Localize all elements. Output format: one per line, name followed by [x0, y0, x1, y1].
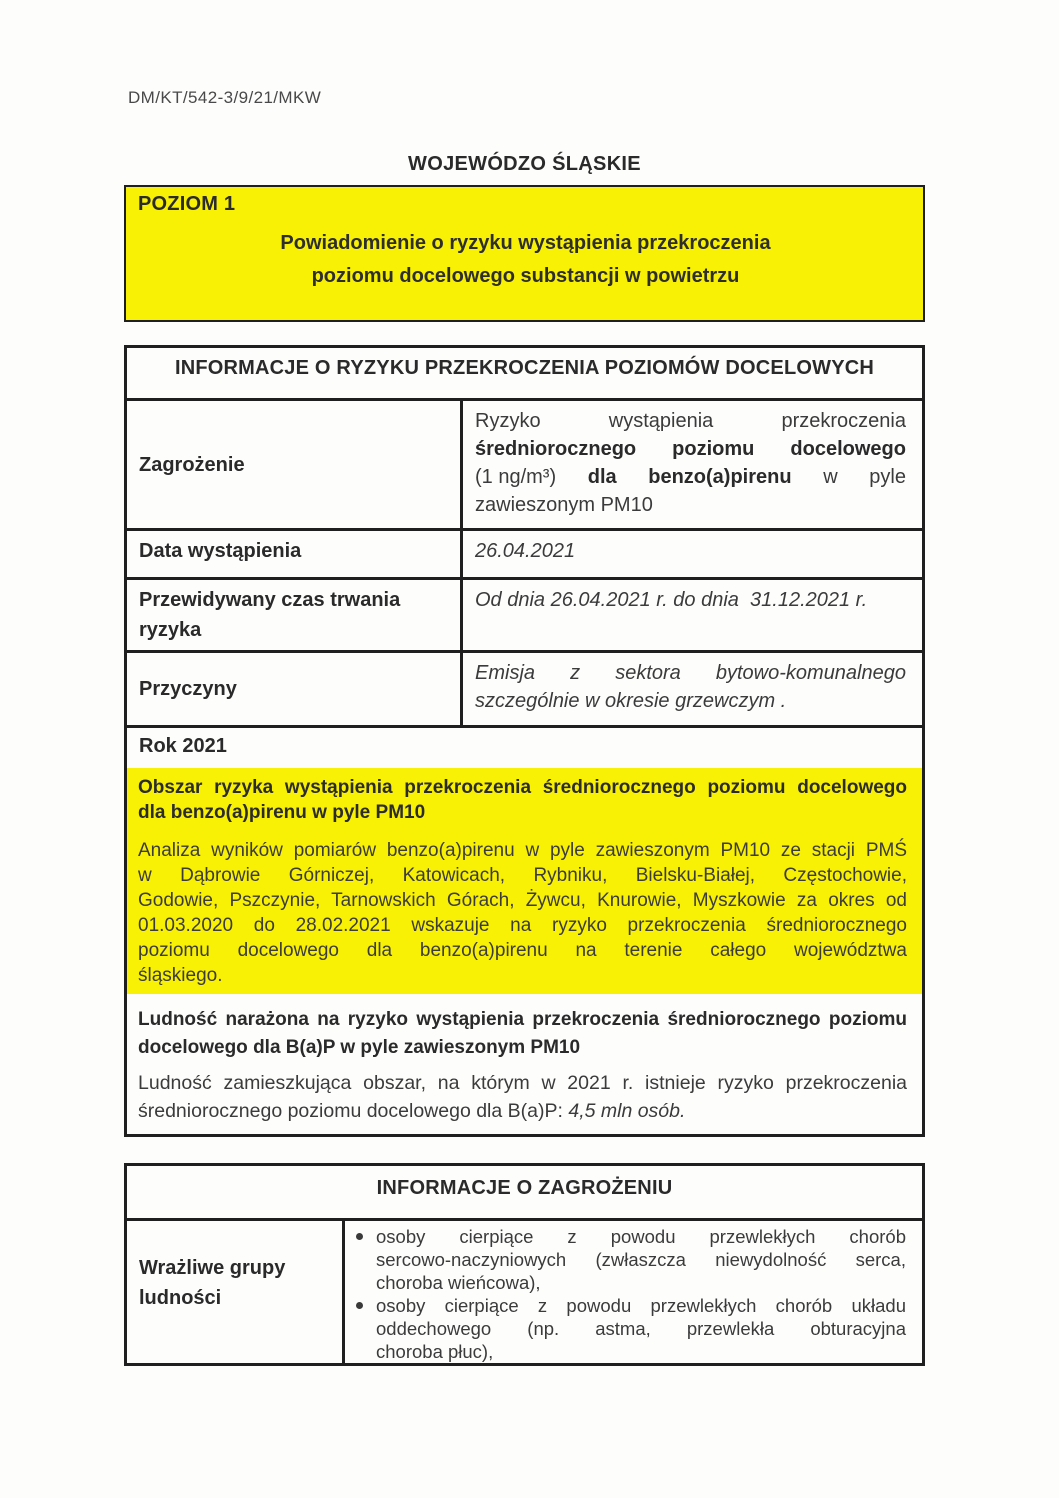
table-row-sensitive-groups	[127, 1221, 922, 1363]
table-row-threat	[127, 401, 922, 531]
bullet1-line2: sercowo-naczyniowych (zwłaszcza niewydolność serca,	[376, 1249, 906, 1270]
row-label-threat	[127, 401, 463, 528]
bullet2-line2: oddechowego (np. astma, przewlekła obturacyjna	[376, 1318, 906, 1339]
threat-line3-pyle: pyle	[869, 466, 906, 488]
area-risk-section-highlighted	[127, 768, 922, 994]
population-para-line1: Ludność zamieszkująca obszar, na którym w 2021 r. istnieje ryzyko przekroczenia	[138, 1072, 907, 1094]
area-para-line6: śląskiego.	[138, 965, 223, 986]
list-item	[354, 1225, 906, 1294]
sensitive-groups-list	[345, 1221, 922, 1363]
population-para-line2-regular: średniorocznego poziomu docelowego dla B(a)P:	[138, 1100, 563, 1122]
population-count: 4,5 mln osób.	[568, 1100, 686, 1122]
level-label: POZIOM 1	[138, 193, 236, 215]
row-label-date: Data wystąpienia	[127, 531, 463, 577]
reference-number: DM/KT/542-3/9/21/MKW	[128, 88, 322, 107]
risk-info-table	[124, 345, 925, 1137]
area-risk-paragraph	[138, 838, 907, 988]
population-heading	[138, 1006, 907, 1062]
threat-line3	[475, 463, 906, 491]
causes-line1: Emisja z sektora bytowo-komunalnego	[475, 662, 906, 684]
hazard-table-header: INFORMACJE O ZAGROŻENIU	[127, 1166, 922, 1221]
population-para-line2	[138, 1097, 907, 1125]
threat-line2: średniorocznego poziomu docelowego	[475, 438, 906, 460]
level-banner	[124, 185, 925, 322]
area-para-line3: Godowie, Pszczynie, Tarnowskich Górach, Żywcu, Knurowie, Myszkowie za okres od	[138, 890, 907, 911]
bullet-icon	[356, 1302, 363, 1309]
bullet1-line3: choroba wieńcowa),	[376, 1272, 541, 1293]
row-label-duration: Przewidywany czas trwania ryzyka	[127, 580, 463, 650]
area-risk-heading	[138, 775, 907, 825]
population-heading-line1: Ludność narażona na ryzyko wystąpienia przekroczenia średniorocznego poziomu	[138, 1009, 907, 1030]
threat-line3-dla: dla	[587, 466, 617, 488]
year-row: Rok 2021	[139, 735, 227, 757]
hazard-info-table	[124, 1163, 925, 1366]
threat-line3-substance: benzo(a)pirenu	[648, 466, 792, 488]
area-heading-line1: Obszar ryzyka wystąpienia przekroczenia średniorocznego poziomu docelowego	[138, 777, 907, 798]
threat-line4: zawieszonym PM10	[475, 494, 653, 516]
population-section	[127, 994, 922, 1134]
threat-line3-w: w	[823, 466, 838, 488]
bullet2-line1: osoby cierpiące z powodu przewlekłych chorób układu	[376, 1295, 906, 1316]
region-title: WOJEWÓDZO ŚLĄSKIE	[408, 153, 641, 175]
sensitive-groups-label: Wrażliwe grupy ludności	[127, 1221, 345, 1363]
table-row-causes	[127, 653, 922, 728]
bullet-icon	[356, 1233, 363, 1240]
row-value-threat	[463, 401, 922, 528]
area-para-line4: 01.03.2020 do 28.02.2021 wskazuje na ryzyko przekroczenia średniorocznego	[138, 915, 907, 936]
area-para-line1: Analiza wyników pomiarów benzo(a)pirenu w pyle zawieszonym PM10 ze stacji PMŚ	[138, 840, 907, 861]
area-para-line5: poziomu docelowego dla benzo(a)pirenu na terenie całego województwa	[138, 940, 907, 961]
threat-line1: Ryzyko wystąpienia przekroczenia	[475, 410, 906, 432]
area-heading-line2: dla benzo(a)pirenu w pyle PM10	[138, 802, 426, 823]
bullet-text	[376, 1225, 906, 1294]
causes-line2: szczególnie w okresie grzewczym .	[475, 690, 787, 712]
table-row-duration	[127, 580, 922, 653]
row-value-date: 26.04.2021	[475, 540, 576, 562]
row-label-text: Przyczyny	[139, 678, 237, 700]
row-value-duration: Od dnia 26.04.2021 r. do dnia 31.12.2021 r.	[475, 589, 868, 611]
population-paragraph	[138, 1069, 907, 1125]
population-heading-line2: docelowego dla B(a)P w pyle zawieszonym PM10	[138, 1037, 581, 1058]
row-value-causes	[463, 653, 922, 725]
row-label-text: Zagrożenie	[139, 453, 245, 476]
risk-table-header: INFORMACJE O RYZYKU PRZEKROCZENIA POZIOMÓW DOCELOWYCH	[127, 348, 922, 401]
row-label-causes	[127, 653, 463, 725]
table-row-date	[127, 531, 922, 580]
bullet1-line1: osoby cierpiące z powodu przewlekłych chorób	[376, 1226, 906, 1247]
threat-line3-unit: (1 ng/m³)	[475, 466, 557, 488]
banner-title-line2: poziomu docelowego substancji w powietrzu	[311, 265, 740, 287]
area-para-line2: w Dąbrowie Górniczej, Katowicach, Rybniku, Bielsku-Białej, Częstochowie,	[138, 865, 907, 886]
bullet-text	[376, 1294, 906, 1363]
banner-title-line1: Powiadomienie o ryzyku wystąpienia przekroczenia	[280, 232, 771, 254]
list-item	[354, 1294, 906, 1363]
bullet2-line3: choroba płuc),	[376, 1341, 494, 1362]
